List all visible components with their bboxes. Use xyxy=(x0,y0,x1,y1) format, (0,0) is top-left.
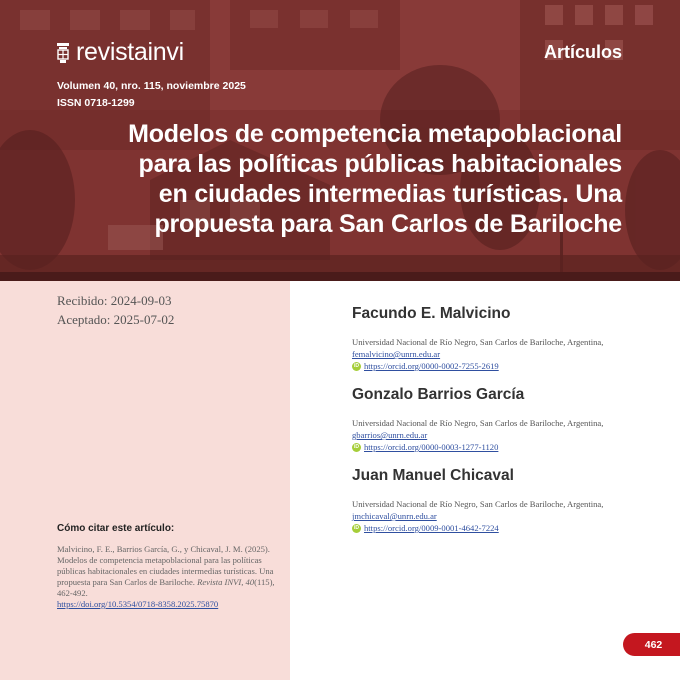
author-affiliation: Universidad Nacional de Río Negro, San Carlos de Bariloche, Argentina, xyxy=(352,418,604,428)
orcid-line xyxy=(352,360,652,372)
author-block xyxy=(352,305,652,386)
author-email-link[interactable]: jmchicaval@unrn.edu.ar xyxy=(352,511,437,521)
author-orcid-link[interactable]: https://orcid.org/0000-0002-7255-2619 xyxy=(364,361,499,371)
article-dates xyxy=(57,291,174,329)
orcid-icon: iD xyxy=(354,444,359,450)
author-name: Gonzalo Barrios García xyxy=(352,386,525,403)
section-label: Artículos xyxy=(543,42,622,62)
author-email-link[interactable]: gbarrios@unrn.edu.ar xyxy=(352,430,428,440)
author-name: Facundo E. Malvicino xyxy=(352,305,511,322)
journal-name: revistainvi xyxy=(76,38,184,66)
university-crest-icon xyxy=(56,41,70,65)
header-banner xyxy=(0,0,680,281)
author-orcid-link[interactable]: https://orcid.org/0009-0001-4642-7224 xyxy=(364,523,499,533)
left-info-panel xyxy=(0,281,290,680)
author-block xyxy=(352,467,652,548)
citation-doi-link[interactable]: https://doi.org/10.5354/0718-8358.2025.75870 xyxy=(57,599,219,609)
author-email-link[interactable]: femalvicino@unrn.edu.ar xyxy=(352,349,441,359)
citation-heading: Cómo citar este artículo: xyxy=(57,523,175,534)
citation-pages: (115), 462-492. xyxy=(57,577,275,598)
accepted-date: Aceptado: 2025-07-02 xyxy=(57,312,175,327)
author-block xyxy=(352,386,652,467)
orcid-icon: iD xyxy=(354,525,359,531)
received-date: Recibido: 2024-09-03 xyxy=(57,293,172,308)
orcid-icon: iD xyxy=(354,363,359,369)
citation-journal: Revista INVI xyxy=(197,577,242,587)
volume-info: Volumen 40, nro. 115, noviembre 2025 xyxy=(57,80,246,92)
journal-logo[interactable] xyxy=(56,38,184,67)
article-title xyxy=(42,119,622,239)
author-name: Juan Manuel Chicaval xyxy=(352,467,514,484)
citation-text: Malvicino, F. E., Barrios García, G., y Chicaval, J. M. (2025). Modelos de competencia metapoblacional para las políticas públicas habitacionales en ciudades intermedias turísticas. Una propuesta para San Carlos de Bariloche. Revista INVI, 40(115), 462-492. https://doi.org/10.5354/0718-8358.2025.75870 xyxy=(57,544,275,609)
author-affiliation: Universidad Nacional de Río Negro, San Carlos de Bariloche, Argentina, xyxy=(352,337,604,347)
citation-body: Malvicino, F. E., Barrios García, G., y Chicaval, J. M. (2025). Modelos de competencia metapoblacional para las políticas públicas habitacionales en ciudades intermedias turísticas. Una propuesta para San Carlos de Bariloche. xyxy=(57,544,274,587)
title-line: propuesta para San Carlos de Bariloche xyxy=(154,210,622,238)
authors-list xyxy=(352,305,652,548)
citation-volume: 40 xyxy=(245,577,255,587)
page-number-badge: 462 xyxy=(623,633,680,656)
author-orcid-link[interactable]: https://orcid.org/0000-0003-1277-1120 xyxy=(364,442,499,452)
orcid-line xyxy=(352,441,652,453)
issn-info: ISSN 0718-1299 xyxy=(57,97,135,109)
author-affiliation: Universidad Nacional de Río Negro, San Carlos de Bariloche, Argentina, xyxy=(352,499,604,509)
title-line: en ciudades intermedias turísticas. Una xyxy=(158,180,622,208)
title-line: para las políticas públicas habitacionales xyxy=(138,150,622,178)
orcid-line xyxy=(352,522,652,534)
title-line: Modelos de competencia metapoblacional xyxy=(128,120,622,148)
